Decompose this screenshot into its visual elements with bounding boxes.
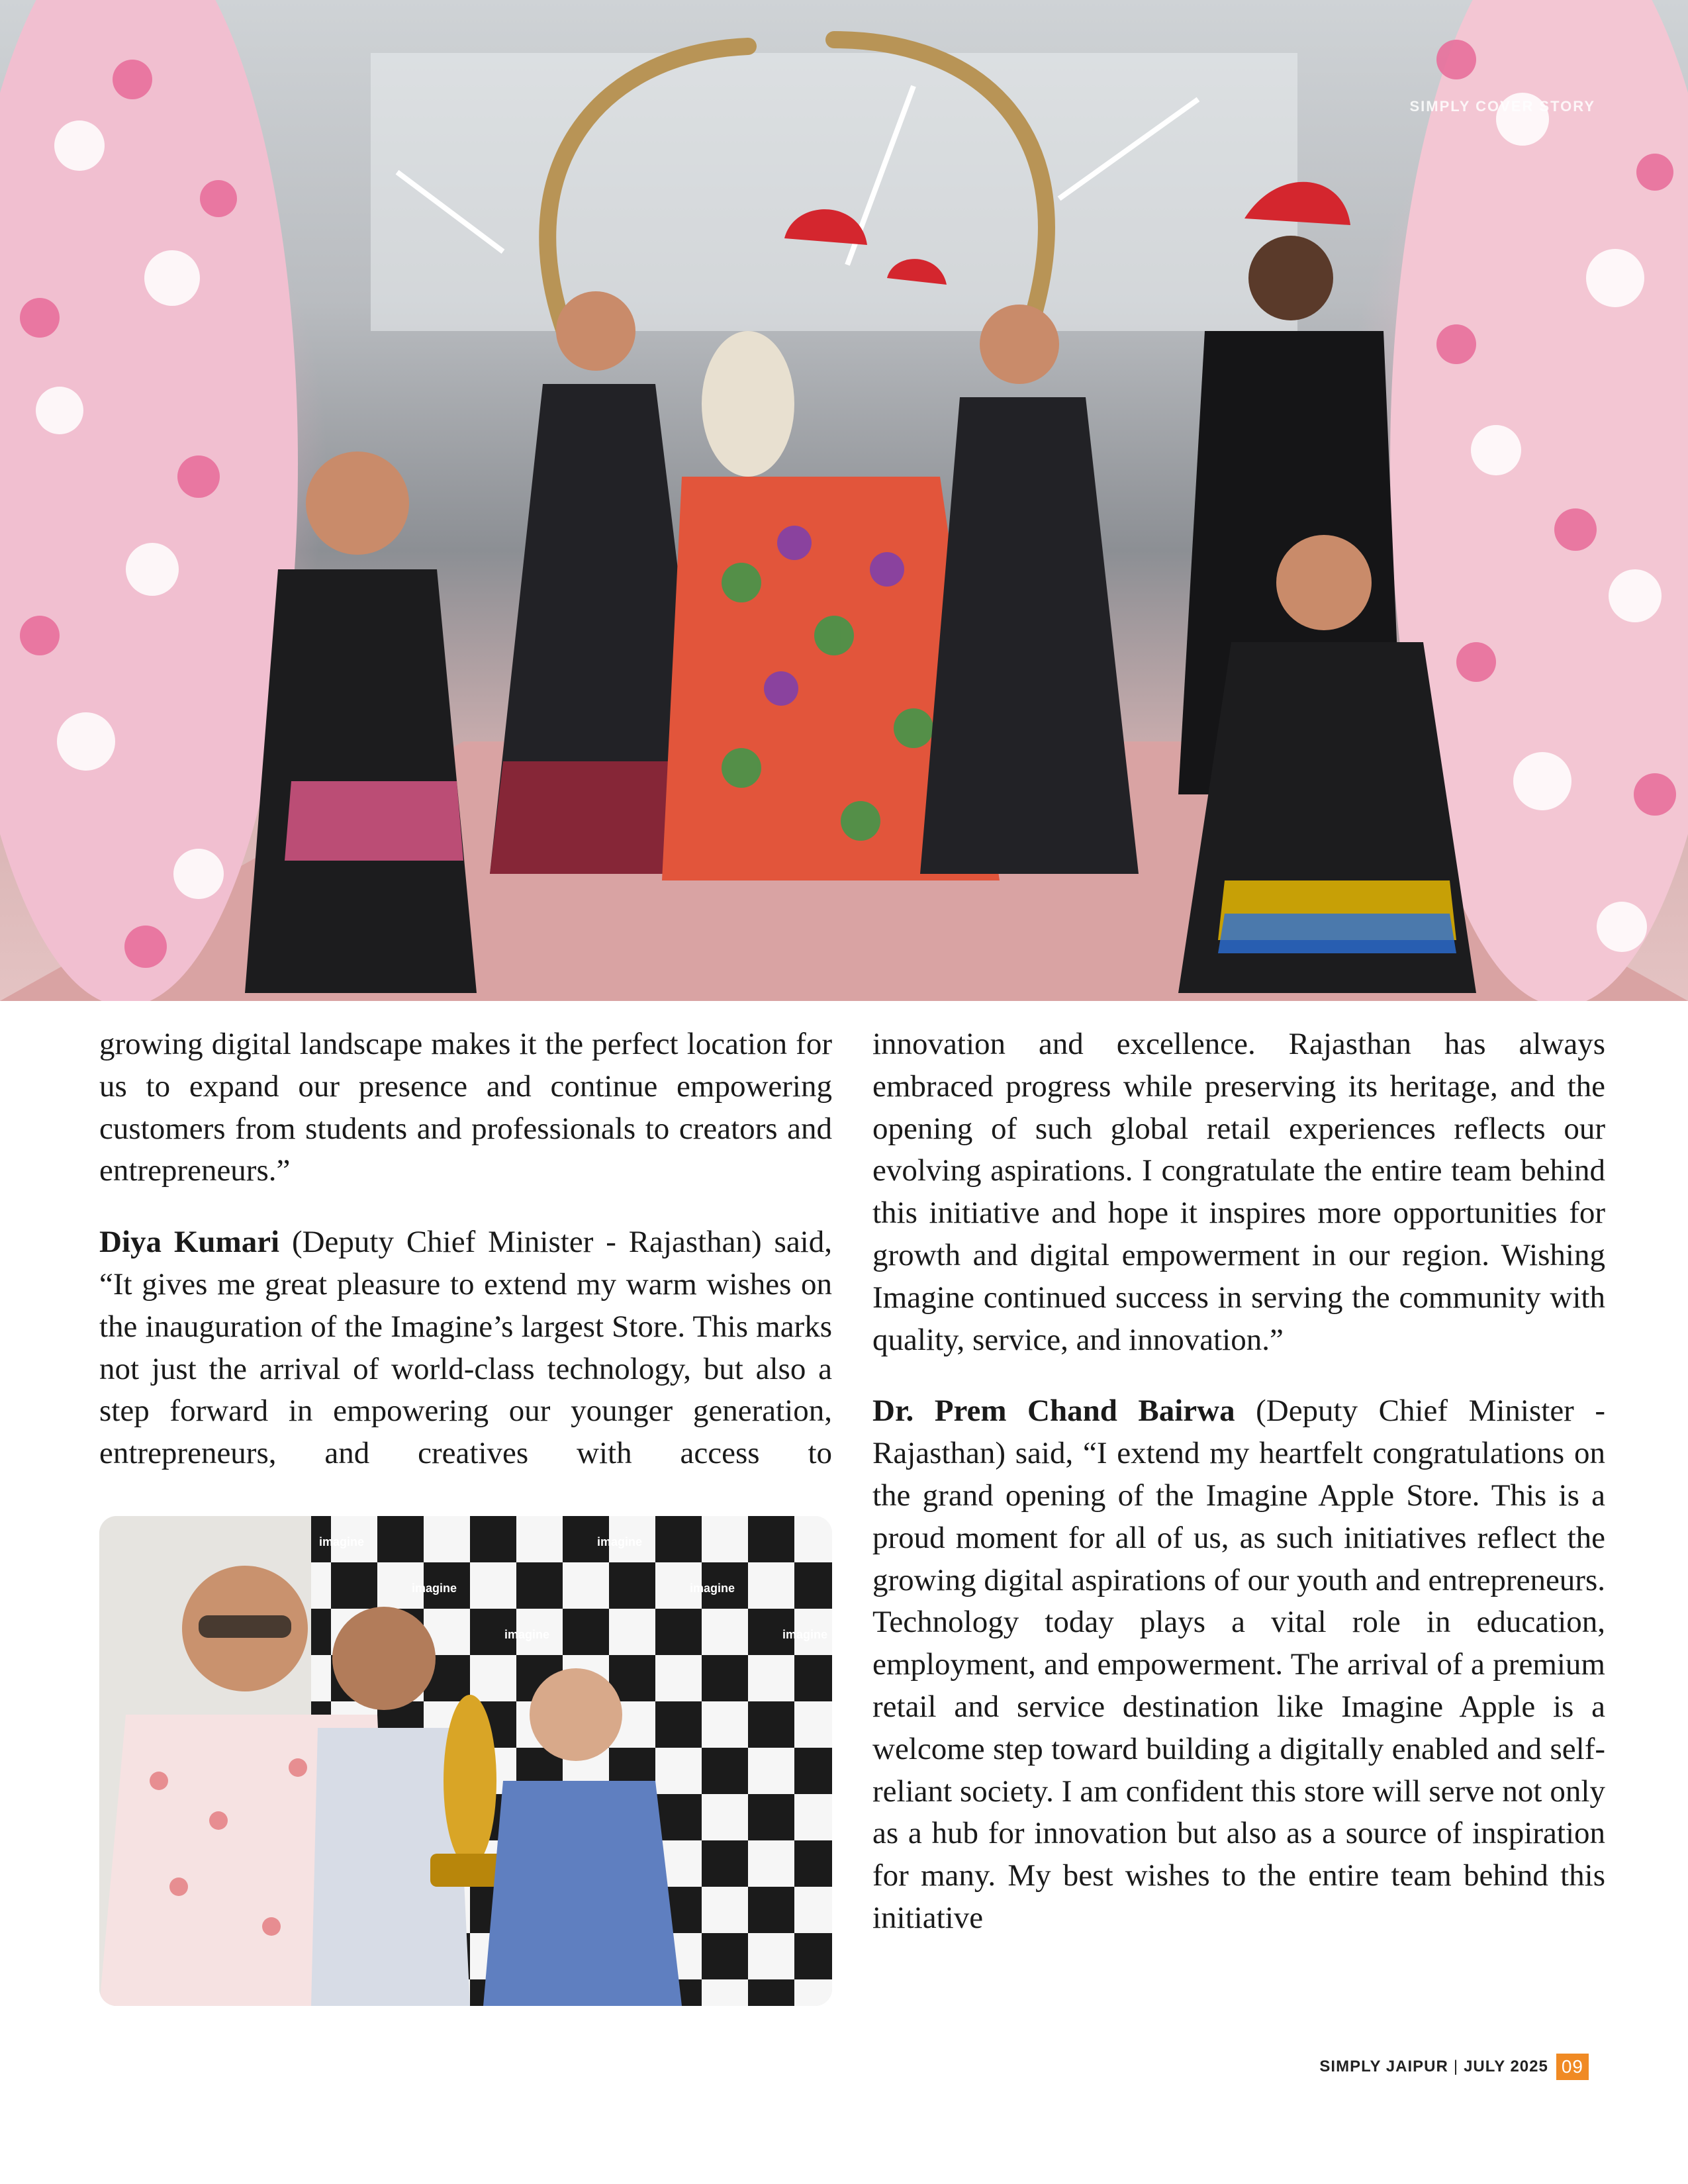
article-paragraph: innovation and excellence. Rajasthan has always embraced progress while preserving its heritage, and the opening of such global retail experiences reflects our evolving aspirations. I congratulate the entire team behind this initiative and hope it inspires more opportunities for growth and digital empowerment in our region. Wishing Imagine continued success in serving the community with quality, service, and innovation.” xyxy=(872,1027,1605,1357)
article-column-right xyxy=(872,1023,1605,1969)
dancer-center-right xyxy=(920,305,1139,874)
article-column-left xyxy=(99,1023,832,1504)
svg-text:imagine: imagine xyxy=(504,1628,550,1641)
svg-text:imagine: imagine xyxy=(412,1582,457,1595)
speaker-name: Dr. Prem Chand Bairwa xyxy=(872,1394,1235,1429)
inset-photo xyxy=(99,1516,832,2006)
quote-text: (Deputy Chief Minister - Rajasthan) said, “I extend my heartfelt congratulations on the grand opening of the Imagine Apple Store. This is a proud moment for all of us, as such initiatives reflect the growing digital aspirations of our youth and entrepreneurs. Technology today plays a vital role in education, employment, and empowerment. The arrival of a premium retail and service destination like Imagine Apple is a welcome step toward building a digitally enabled and self-reliant society. I am confident this store will serve not only as a hub for innovation but also as a source of inspiration for many. My best wishes to the entire team behind this initiative xyxy=(872,1394,1605,1935)
inset-illustration xyxy=(99,1516,832,2006)
article-paragraph xyxy=(872,1390,1605,1939)
hero-photo xyxy=(0,0,1688,1001)
svg-text:imagine: imagine xyxy=(319,1535,365,1548)
section-kicker: SIMPLY COVER STORY xyxy=(1409,98,1595,115)
issue-date: JULY 2025 xyxy=(1464,2058,1548,2075)
svg-text:imagine: imagine xyxy=(782,1628,828,1641)
storefront-glass xyxy=(371,53,1297,331)
page-number: 09 xyxy=(1556,2054,1589,2080)
svg-text:imagine: imagine xyxy=(690,1582,735,1595)
article-paragraph xyxy=(99,1221,832,1475)
publication-name: SIMPLY JAIPUR xyxy=(1319,2058,1448,2075)
hero-illustration xyxy=(0,0,1688,1001)
svg-text:imagine: imagine xyxy=(597,1535,643,1548)
floral-arch-left xyxy=(0,0,298,1001)
speaker-name: Diya Kumari xyxy=(99,1225,280,1260)
page-footer xyxy=(1319,2052,1589,2081)
footer-separator: | xyxy=(1453,2058,1459,2075)
quote-text: (Deputy Chief Minister - Rajasthan) said, “It gives me great pleasure to extend my warm wishes on the inauguration of the Imagine’s largest Store. This marks not just the arrival of world-class technology, but also a step forward in empowering our younger generation, entrepreneurs, and creatives with access to xyxy=(99,1225,832,1471)
article-paragraph: growing digital landscape makes it the perfect location for us to expand our presence and continue empowering customers from students and professionals to creators and entrepreneurs.” xyxy=(99,1027,832,1188)
